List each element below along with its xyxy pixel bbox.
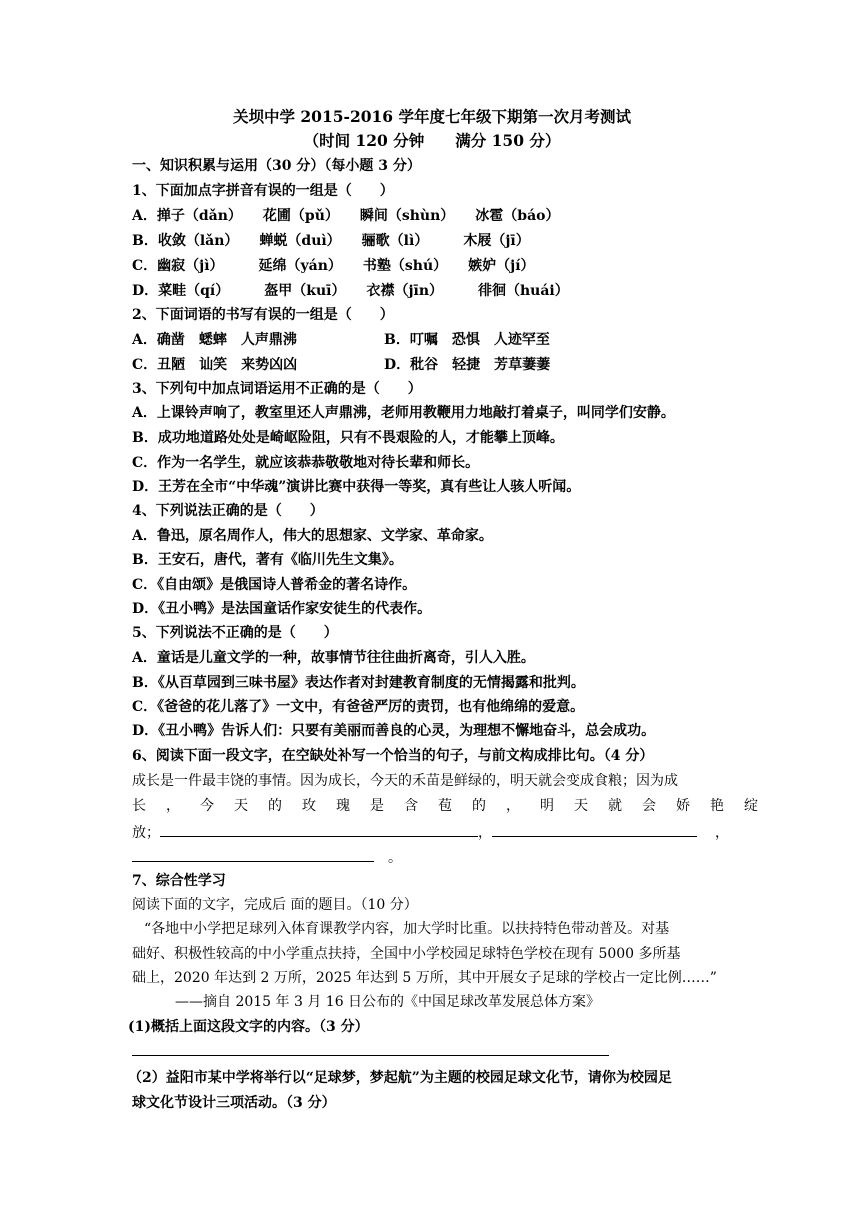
q2-stem: 2、下面词语的书写有误的一组是（ ） <box>132 307 394 323</box>
q2-option-d: D．秕谷 轻捷 芳草萋萋 <box>384 357 551 373</box>
q2-option-a: A．确凿 蟋蟀 人声鼎沸 <box>132 332 297 348</box>
q6-answer-blank-3[interactable] <box>132 847 374 862</box>
q7-source: ——摘自 2015 年 3 月 16 日公布的《中国足球改革发展总体方案》 <box>175 994 601 1010</box>
q6-comma: ， <box>478 825 492 841</box>
q6-answer-line-1 <box>132 822 732 842</box>
q4-option-d: D．《丑小鸭》是法国童话作家安徒生的代表作。 <box>132 601 432 617</box>
q5-option-d: D．《丑小鸭》告诉人们：只要有美丽而善良的心灵，为理想不懈地奋斗，总会成功。 <box>132 723 656 739</box>
q6-passage-line-3: 放； <box>132 825 160 841</box>
q4-option-a: A．鲁迅，原名周作人，伟大的思想家、文学家、革命家。 <box>132 528 493 544</box>
q5-option-b: B．《从百草园到三味书屋》表达作者对封建教育制度的无情揭露和批判。 <box>132 675 585 691</box>
q7-sub-question-2-line-1: （2）益阳市某中学将举行以“足球梦，梦起航”为主题的校园足球文化节，请你为校园足 <box>128 1070 672 1086</box>
q5-stem: 5、下列说法不正确的是（ ） <box>132 625 338 641</box>
q3-option-c: C．作为一名学生，就应该恭恭敬敬地对待长辈和师长。 <box>132 455 480 471</box>
section-heading: 一、知识积累与运用（30 分）（每小题 3 分） <box>132 158 421 174</box>
q4-stem: 4、下列说法正确的是（ ） <box>132 503 324 519</box>
q7-answer-line[interactable] <box>132 1055 609 1056</box>
q6-answer-blank-2[interactable] <box>492 822 697 837</box>
exam-title: 关坝中学 2015-2016 学年度七年级下期第一次月考测试 <box>232 107 631 126</box>
q5-option-c: C．《爸爸的花儿落了》一文中，有爸爸严厉的责罚，也有他绵绵的爱意。 <box>132 699 585 715</box>
q6-passage-line-2: 长，今天的玫瑰是含苞的，明天就会娇艳绽 <box>132 798 778 814</box>
q6-answer-line-2 <box>132 847 732 867</box>
q2-row-1 <box>132 331 732 349</box>
q3-option-b: B．成功地道路处处是崎岖险阻，只有不畏艰险的人，才能攀上顶峰。 <box>132 430 564 446</box>
q2-option-c: C．丑陋 讪笑 来势凶凶 <box>132 357 298 373</box>
q7-sub-question-1: (1)概括上面这段文字的内容。（3 分） <box>128 1019 369 1035</box>
q7-quote-line-1: “各地中小学把足球列入体育课教学内容，加大学时比重。以扶持特色带动普及。对基 <box>144 921 670 937</box>
q1-stem: 1、下面加点字拼音有误的一组是（ ） <box>132 183 394 199</box>
q7-quote-line-2: 础好、积极性较高的中小学重点扶持，全国中小学校园足球特色学校在现有 5000 多所基 <box>132 946 681 962</box>
q7-quote-line-3: 础上，2020 年达到 2 万所，2025 年达到 5 万所，其中开展女子足球的学校占一定比例……” <box>132 970 717 986</box>
q5-option-a: A．童话是儿童文学的一种，故事情节往往曲折离奇，引人入胜。 <box>132 650 535 666</box>
q3-option-a: A．上课铃声响了，教室里还人声鼎沸，老师用教鞭用力地敲打着桌子，叫同学们安静。 <box>132 405 675 421</box>
q7-sub-question-2-line-2: 球文化节设计三项活动。（3 分） <box>132 1095 336 1111</box>
q4-option-b: B．王安石，唐代，著有《临川先生文集》。 <box>132 552 403 568</box>
q1-option-a: A．掸子（dǎn） 花圃（pǔ） 瞬间（shùn） 冰雹（báo） <box>132 208 560 224</box>
q4-option-c: C．《自由颂》是俄国诗人普希金的著名诗作。 <box>132 577 417 593</box>
q6-answer-blank-1[interactable] <box>160 822 478 837</box>
q6-passage-line-1: 成长是一件最丰饶的事情。因为成长，今天的禾苗是鲜绿的，明天就会变成食粮；因为成 <box>132 773 678 789</box>
q6-comma-2: ， <box>715 825 729 841</box>
q2-row-2 <box>132 356 732 374</box>
q7-heading: 7、综合性学习 <box>132 873 226 889</box>
q3-stem: 3、下列句中加点词语运用不正确的是（ ） <box>132 381 422 397</box>
q6-period: 。 <box>388 850 402 866</box>
q7-intro: 阅读下面的文字，完成后 面的题目。（10 分） <box>132 897 418 913</box>
exam-subtitle: （时间 120 分钟 满分 150 分） <box>303 131 561 150</box>
q3-option-d: D．王芳在全市“中华魂”演讲比赛中获得一等奖，真有些让人骇人听闻。 <box>132 479 581 495</box>
q1-option-b: B．收敛（lǎn） 蝉蜕（duì） 骊歌（lì） 木屐（jī） <box>132 233 530 249</box>
q6-stem: 6、阅读下面一段文字，在空缺处补写一个恰当的句子，与前文构成排比句。（4 分） <box>132 748 654 764</box>
q1-option-c: C．幽寂（jì） 延绵（yán） 书塾（shú） 嫉妒（jí） <box>132 258 535 274</box>
q1-option-d: D．菜畦（qí） 盔甲（kuī） 衣襟（jīn） 徘徊（huái） <box>132 283 569 299</box>
q2-option-b: B．叮嘱 恐惧 人迹罕至 <box>384 332 550 348</box>
